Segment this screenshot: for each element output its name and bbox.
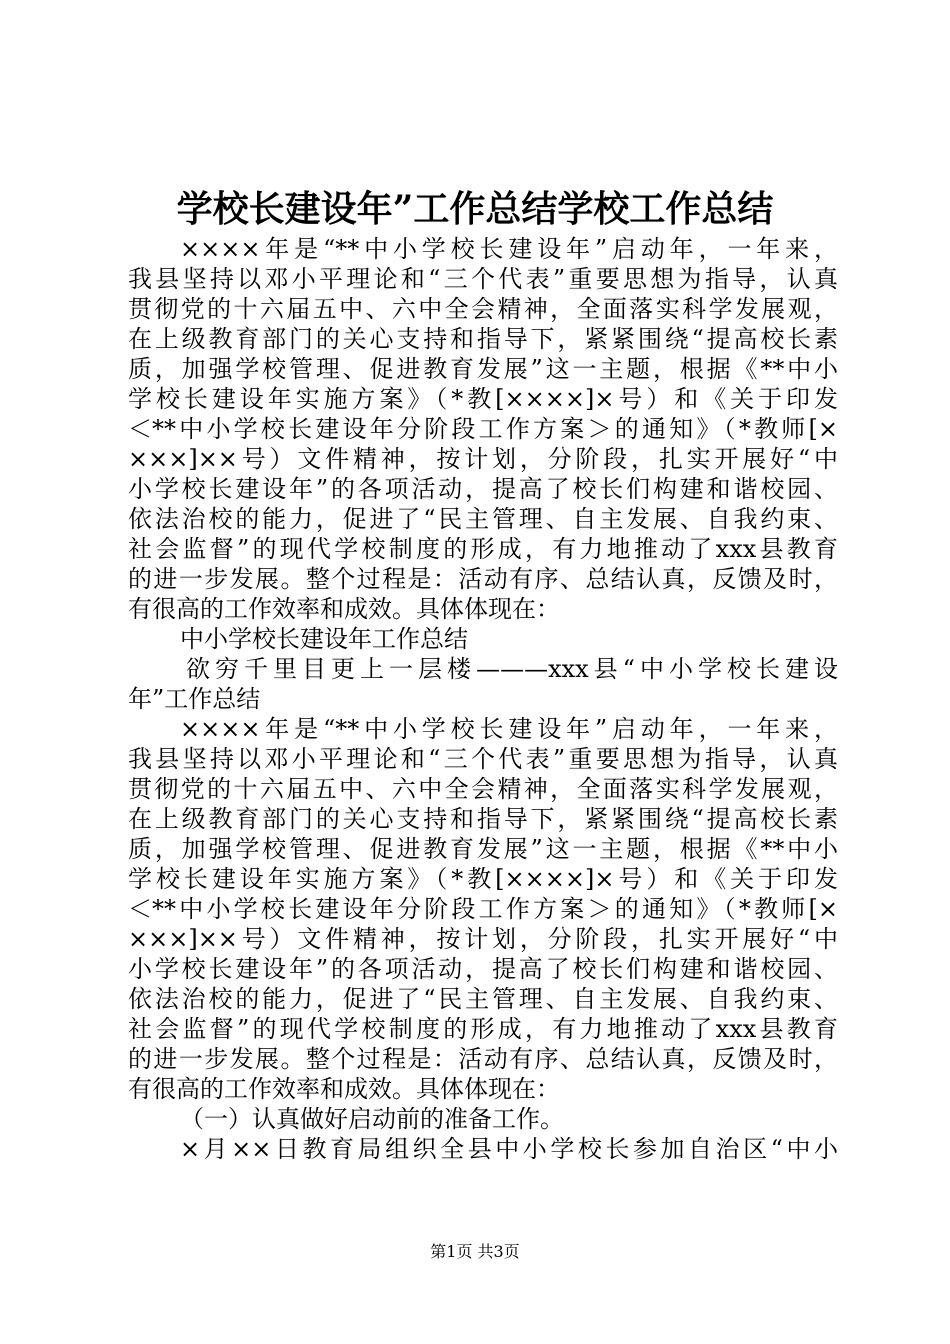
paragraph-line: 贯彻党的十六届五中、六中全会精神，全面落实科学发展观， (128, 295, 838, 323)
paragraph-line: ×××]××号）文件精神，按计划，分阶段，扎实开展好“中 (128, 925, 838, 953)
paragraph-line: 社会监督”的现代学校制度的形成，有力地推动了xxx县教育 (128, 535, 838, 563)
paragraph-line: 学校长建设年实施方案》（*教[××××]×号）和《关于印发 (128, 385, 838, 413)
subtitle-line: 欲穷千里目更上一层楼———xxx县“中小学校长建设 (186, 655, 838, 683)
paragraph-line: ×月××日教育局组织全县中小学校长参加自治区“中小 (180, 1135, 838, 1163)
paragraph-line: 依法治校的能力，促进了“民主管理、自主发展、自我约束、 (128, 505, 838, 533)
paragraph-line: 我县坚持以邓小平理论和“三个代表”重要思想为指导，认真 (128, 745, 838, 773)
paragraph-line: 在上级教育部门的关心支持和指导下，紧紧围绕“提高校长素 (128, 805, 838, 833)
subtitle-line: 年”工作总结 (128, 685, 261, 713)
paragraph-line: 有很高的工作效率和成效。具体体现在： (128, 595, 560, 623)
document-body (128, 234, 838, 1164)
paragraph-line: 依法治校的能力，促进了“民主管理、自主发展、自我约束、 (128, 985, 838, 1013)
paragraph-line: 学校长建设年实施方案》（*教[××××]×号）和《关于印发 (128, 865, 838, 893)
paragraph-line: ××××年是“**中小学校长建设年”启动年，一年来， (180, 715, 838, 743)
paragraph-line: 小学校长建设年”的各项活动，提高了校长们构建和谐校园、 (128, 475, 838, 503)
page-number-footer: 第1页 共3页 (430, 1242, 520, 1261)
paragraph-line: 社会监督”的现代学校制度的形成，有力地推动了xxx县教育 (128, 1015, 838, 1043)
section-heading: （一）认真做好启动前的准备工作。 (180, 1105, 564, 1133)
section-heading: 中小学校长建设年工作总结 (180, 625, 468, 653)
paragraph-line: ＜**中小学校长建设年分阶段工作方案＞的通知》（*教师[× (128, 895, 838, 923)
paragraph-line: ＜**中小学校长建设年分阶段工作方案＞的通知》（*教师[× (128, 415, 838, 443)
paragraph-line: 贯彻党的十六届五中、六中全会精神，全面落实科学发展观， (128, 775, 838, 803)
paragraph-line: ××××年是“**中小学校长建设年”启动年，一年来， (180, 235, 838, 263)
paragraph-line: ×××]××号）文件精神，按计划，分阶段，扎实开展好“中 (128, 445, 838, 473)
paragraph-line: 我县坚持以邓小平理论和“三个代表”重要思想为指导，认真 (128, 265, 838, 293)
paragraph-line: 小学校长建设年”的各项活动，提高了校长们构建和谐校园、 (128, 955, 838, 983)
paragraph-line: 有很高的工作效率和成效。具体体现在： (128, 1075, 560, 1103)
paragraph-line: 在上级教育部门的关心支持和指导下，紧紧围绕“提高校长素 (128, 325, 838, 353)
paragraph-line: 的进一步发展。整个过程是：活动有序、总结认真，反馈及时， (128, 565, 838, 593)
paragraph-line: 的进一步发展。整个过程是：活动有序、总结认真，反馈及时， (128, 1045, 838, 1073)
paragraph-line: 质，加强学校管理、促进教育发展”这一主题，根据《**中小 (128, 835, 838, 863)
paragraph-line: 质，加强学校管理、促进教育发展”这一主题，根据《**中小 (128, 355, 838, 383)
document-title: 学校长建设年”工作总结学校工作总结 (176, 188, 774, 230)
